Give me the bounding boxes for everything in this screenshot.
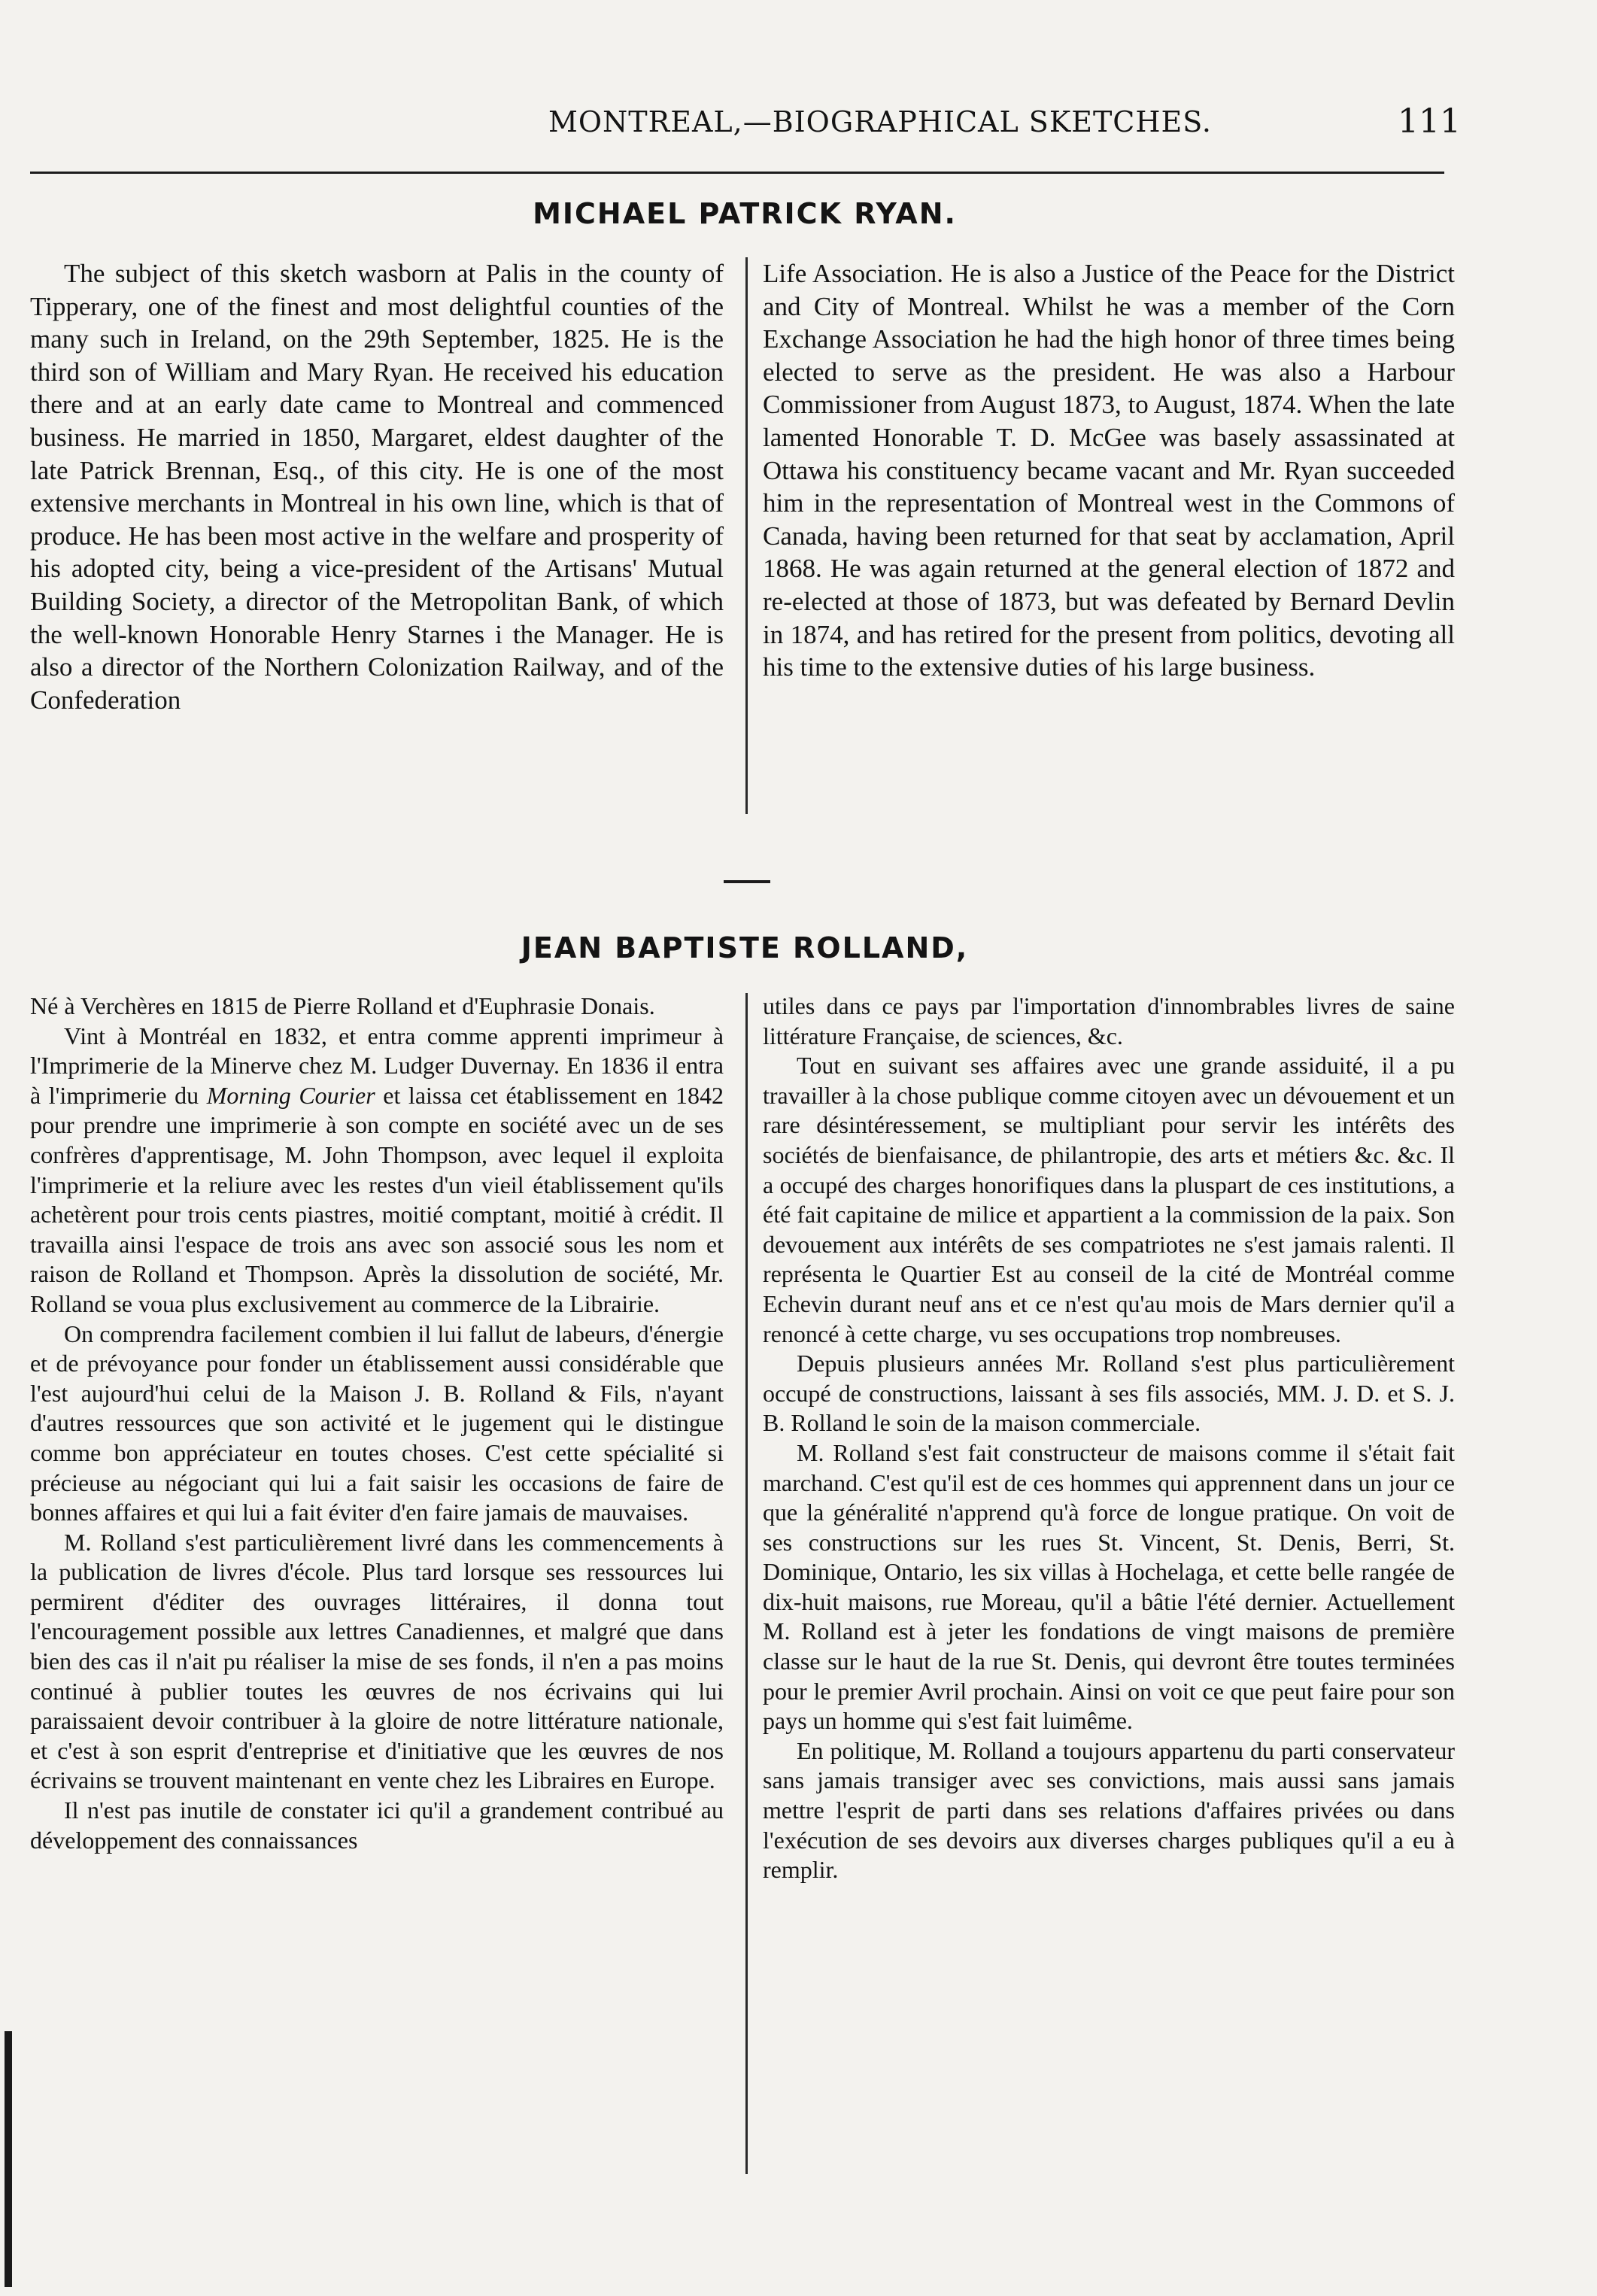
rolland-paragraph-public: Tout en suivant ses affaires avec une grande assiduité, il a pu travailler à la chose publique comme citoyen avec un dévouement et un rare désintéressement, se multipliant pour servir les intérêts des sociétés de bienfaisance, de philantropie, des arts et métiers &c. &c. Il a occupé des charges honorifiques dans la pluspart de ces institutions, a été fait capitaine de milice et appartient a la commission de la paix. Son devouement aux intérêts de ses compatriotes ne s'est jamais ralenti. Il représenta le Quartier Est au conseil de la cité de Montréal comme Echevin durant neuf ans et ce n'est qu'au mois de Mars dernier qu'il a renoncé à cette charge, vu ses occupations trop nombreuses. [763,1052,1455,1347]
column-divider [745,993,748,2174]
rolland-column-left [30,992,724,1855]
rolland-paragraph-apprentice [30,1022,724,1320]
scan-edge-mark [5,2031,12,2287]
rolland-paragraph-birth: Né à Verchères en 1815 de Pierre Rolland et d'Euphrasie Donais. [30,992,655,1019]
rolland-paragraph-construction: Depuis plusieurs années Mr. Rolland s'est plus particulièrement occupé de constructions, laissant à ses fils associés, MM. J. D. et S. J. B. Rolland le soin de la maison commerciale. [763,1350,1455,1437]
sketch-title-rolland: JEAN BAPTISTE ROLLAND, [521,931,969,964]
ryan-paragraph-1: The subject of this sketch wasborn at Palis in the county of Tipperary, one of the finest and most delightful counties of the many such in Ireland, on the 29th September, 1825. He is the third son of William and Mary Ryan. He received his education there and at an early date came to Montreal and commenced business. He married in 1850, Margaret, eldest daughter of the late Patrick Brennan, Esq., of this city. He is one of the most extensive merchants in Montreal in his own line, which is that of produce. He has been most active in the welfare and prosperity of his adopted city, being a vice-president of the Artisans' Mutual Building Society, a director of the Metropolitan Bank, of which the well-known Honorable Henry Starnes i the Manager. He is also a director of the Northern Colonization Railway, and of the Confederation [30,259,724,715]
sketch-title-ryan: MICHAEL PATRICK RYAN. [533,197,957,230]
rolland-paragraph-imports: utiles dans ce pays par l'importation d'innombrables livres de saine littérature Française, de sciences, &c. [763,992,1455,1049]
newspaper-title: Morning Courier [206,1081,375,1109]
page-number: 111 [1398,102,1461,141]
rolland-paragraph-labours: On comprendra facilement combien il lui fallut de labeurs, d'énergie et de prévoyance pour fonder un établissement aussi considérable que l'est aujourd'hui celui de la Maison J. B. Rolland & Fils, n'ayant d'autres ressources que son activité et le jugement qui le distingue comme bon appréciateur en toutes choses. C'est cette spécialité si précieuse au négociant qui lui a fait saisir les occasions de faire de bonnes affaires et qui lui a fait éviter d'en faire jamais de mauvaises. [30,1320,724,1526]
rolland-column-right [763,992,1455,1885]
header-rule [30,172,1444,174]
rolland-text-apprentice-a: Vint à Montréal en 1832, et entra comme apprenti imprimeur à l'Imprimerie de la Minerve chez M. Ludger Duvernay. En 1836 il entra à l'imprimerie du [30,1022,724,1109]
ryan-paragraph-2: Life Association. He is also a Justice of the Peace for the District and City of Montreal. Whilst he was a member of the Corn Exchange Association he had the high honor of three times being elected to serve as the president. He was also a Harbour Commissioner from August 1873, to August, 1874. When the late lamented Honorable T. D. McGee was basely assassinated at Ottawa his constituency became vacant and Mr. Ryan succeeded him in the representation of Montreal west in the Commons of Canada, having been returned for that seat by acclamation, April 1868. He was again returned at the general election of 1872 and re-elected at those of 1873, but was defeated by Bernard Devlin in 1874, and has retired for the present from politics, devoting all his time to the extensive duties of his large business. [763,259,1455,682]
rolland-paragraph-publishing: M. Rolland s'est particulièrement livré dans les commencements à la publication de livres d'école. Plus tard lorsque ses ressources lui permirent d'éditer des ouvrages littéraires, il donna tout l'encouragement possible aux lettres Canadiennes, et malgré que dans bien des cas il n'ait pu réaliser la mise de ses fonds, il n'en a pas moins continué à publier toutes les œuvres de nos écrivains qui lui paraissaient devoir contribuer à la gloire de notre littérature nationale, et c'est à son esprit d'entreprise et d'initiative que les œuvres de nos écrivains se trouvent maintenant en vente chez les Libraires en Europe. [30,1528,724,1794]
running-title: MONTREAL,—BIOGRAPHICAL SKETCHES. [548,105,1213,138]
column-divider [745,257,748,814]
rolland-paragraph-politics: En politique, M. Rolland a toujours appartenu du parti conservateur sans jamais transiger avec ses convictions, mais aussi sans jamais mettre l'esprit de parti dans ses relations d'affaires privées ou dans l'exécution de ses devoirs aux diverses charges publiques qu'il a eu à remplir. [763,1736,1455,1884]
ryan-column-left [30,257,724,716]
ryan-column-right [763,257,1455,684]
section-separator [724,880,770,883]
rolland-text-apprentice-b: et laissa cet établissement en 1842 pour prendre une imprimerie à son compte en société avec un de ses confrères d'apprentisage, M. John Thompson, avec lequel il exploita l'imprimerie et la reliure avec les restes d'un vieil établissement qu'ils achetèrent pour trois cents piastres, moitié comptant, moitié à crédit. Il travailla ainsi l'espace de trois ans avec son associé sous les nom et raison de Rolland et Thompson. Après la dissolution de société, Mr. Rolland se voua plus exclusivement au commerce de la Librairie. [30,1081,724,1317]
rolland-paragraph-knowledge: Il n'est pas inutile de constater ici qu'il a grandement contribué au développement des connaissances [30,1796,724,1854]
rolland-paragraph-builder: M. Rolland s'est fait constructeur de maisons comme il s'était fait marchand. C'est qu'il est de ces hommes qui apprennent dans un jour ce que la généralité n'apprend qu'à force de longue pratique. On voit de ses constructions sur les rues St. Vincent, St. Denis, Berri, St. Dominique, Ontario, les six villas à Hochelaga, et cette belle rangée de dix-huit maisons, rue Moreau, qu'il a bâtie l'été dernier. Actuellement M. Rolland est à jeter les fondations de vingt maisons de première classe sur le haut de la rue St. Denis, qui devront être toutes terminées pour le premier Avril prochain. Ainsi on voit ce que peut faire pour son pays un homme qui s'est fait luimême. [763,1438,1455,1735]
